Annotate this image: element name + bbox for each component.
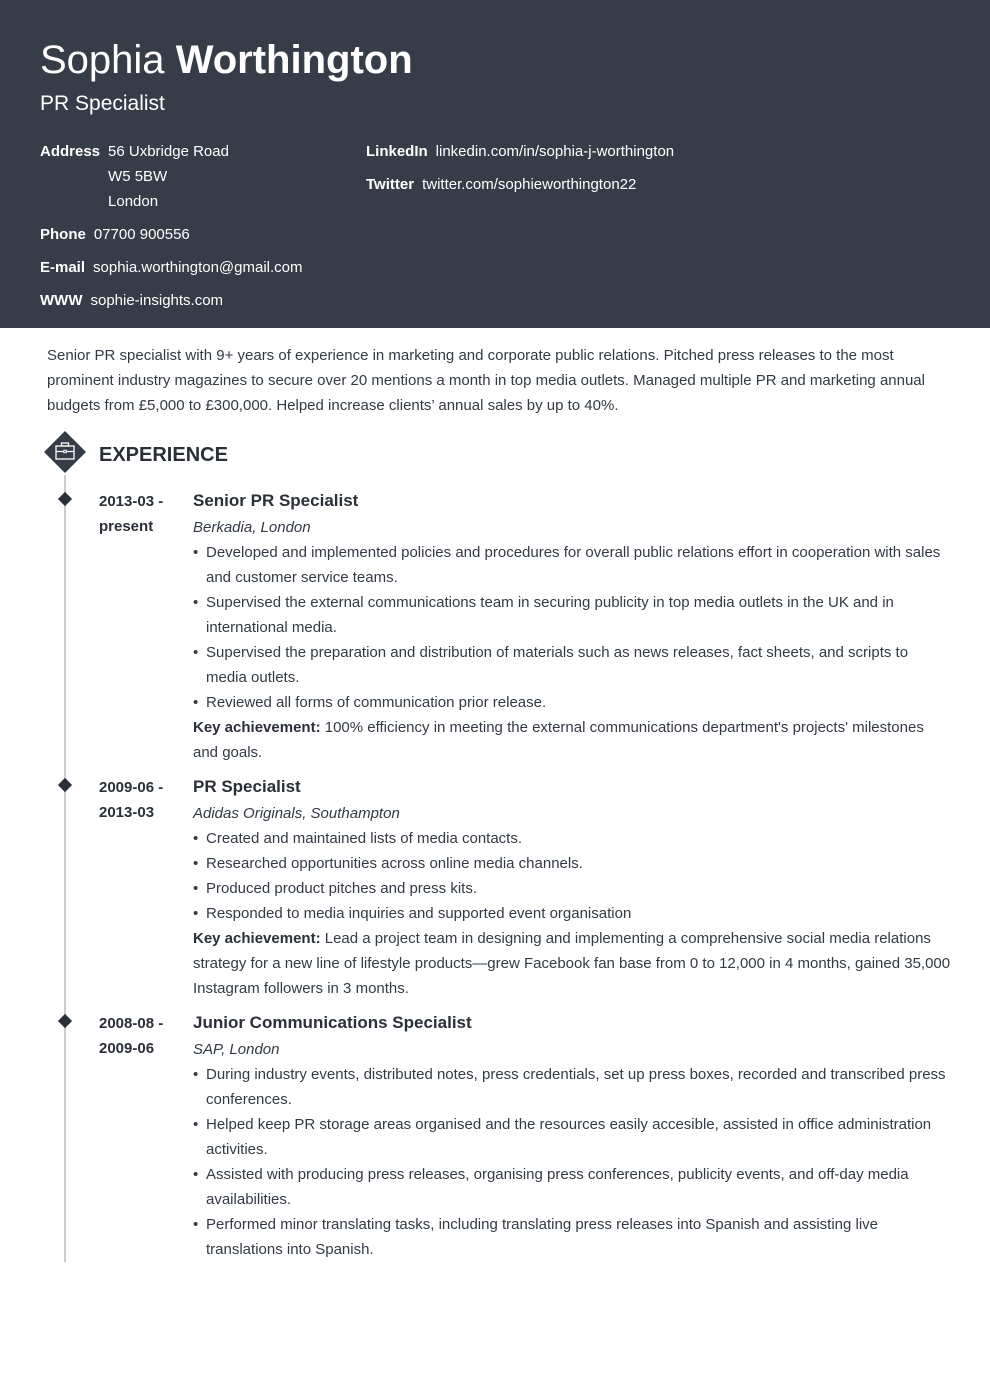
job-entry (193, 488, 951, 765)
linkedin-label: LinkedIn (366, 143, 428, 160)
key-achievement-label: Key achievement: (193, 930, 321, 947)
duty-item: • Produced product pitches and press kits. (193, 876, 951, 901)
briefcase-icon (44, 431, 86, 473)
job-dates (99, 1011, 179, 1061)
date-start: 2009-06 - (99, 779, 164, 796)
contact-email (40, 255, 303, 280)
address-label: Address (40, 143, 101, 160)
duties-list (193, 1062, 951, 1262)
header-banner (0, 0, 990, 328)
key-achievement (193, 926, 951, 1001)
contact-linkedin (366, 139, 674, 164)
job-entry (193, 774, 951, 1001)
duty-item: • Performed minor translating tasks, including translating press releases into Spanish and assisting live translations into Spanish. (193, 1212, 951, 1262)
timeline-marker (58, 1014, 72, 1028)
key-achievement (193, 715, 951, 765)
key-achievement-label: Key achievement: (193, 719, 321, 736)
profile-summary: Senior PR specialist with 9+ years of experience in marketing and corporate public relations. Pitched press releases to the most prominent industry magazines to secure over 20 mentions a month in top media outlets. Managed multiple PR and marketing annual budgets from £5,000 to £300,000. Helped increase clients’ annual sales by up to 40%. (47, 347, 925, 414)
timeline-marker (58, 492, 72, 506)
job-title: Senior PR Specialist (193, 491, 359, 510)
job-dates (99, 489, 179, 539)
duty-item: • Developed and implemented policies and procedures for overall public relations effort in cooperation with sales and customer service teams. (193, 540, 951, 590)
date-start: 2013-03 - (99, 493, 164, 510)
contact-twitter (366, 172, 636, 197)
email-label: E-mail (40, 259, 86, 276)
phone-value: 07700 900556 (93, 226, 190, 243)
experience-heading: EXPERIENCE (99, 444, 228, 466)
date-end: 2013-03 (99, 804, 155, 821)
date-end: 2009-06 (99, 1040, 155, 1057)
job-title: PR Specialist (40, 92, 165, 115)
duty-item: • Helped keep PR storage areas organised and the resources easily accesible, assisted in office administration activities. (193, 1112, 951, 1162)
duty-item: • During industry events, distributed notes, press credentials, set up press boxes, recorded and transcribed press conferences. (193, 1062, 951, 1112)
website-label: WWW (40, 292, 83, 309)
timeline-line (64, 475, 66, 1262)
address-line: London (108, 193, 159, 210)
company: SAP, London (193, 1041, 280, 1058)
duty-item: • Researched opportunities across online media channels. (193, 851, 951, 876)
duty-item: • Supervised the preparation and distribution of materials such as news releases, fact sheets, and scripts to media outlets. (193, 640, 951, 690)
address-line: 56 Uxbridge Road (108, 143, 229, 160)
twitter-label: Twitter (366, 176, 415, 193)
duty-item: • Supervised the external communications team in securing publicity in top media outlets in the UK and in international media. (193, 590, 951, 640)
duties-list (193, 540, 951, 715)
key-achievement-text: Lead a project team in designing and implementing a comprehensive social media relations strategy for a new line of lifestyle products—grew Facebook fan base from 0 to 12,000 in 4 months, gained 35,000 Instagram followers in 3 months. (193, 930, 951, 997)
first-name: Sophia (40, 38, 165, 82)
contact-address (40, 139, 229, 214)
date-end: present (99, 518, 154, 535)
website-link[interactable]: sophie-insights.com (90, 292, 224, 309)
address-line: W5 5BW (108, 168, 168, 185)
duty-item: • Responded to media inquiries and supported event organisation (193, 901, 951, 926)
company: Berkadia, London (193, 519, 311, 536)
job-entry (193, 1010, 951, 1262)
key-achievement-text: 100% efficiency in meeting the external communications department's projects' milestones and goals. (193, 719, 924, 761)
contact-phone (40, 222, 190, 247)
duty-item: • Assisted with producing press releases, organising press conferences, publicity events, and off-day media availabilities. (193, 1162, 951, 1212)
company: Adidas Originals, Southampton (193, 805, 400, 822)
address-value (108, 139, 229, 214)
date-start: 2008-08 - (99, 1015, 164, 1032)
phone-label: Phone (40, 226, 86, 243)
linkedin-link[interactable]: linkedin.com/in/sophia-j-worthington (435, 143, 675, 160)
duty-item: • Created and maintained lists of media contacts. (193, 826, 951, 851)
last-name: Worthington (175, 38, 413, 82)
contact-website (40, 288, 223, 313)
twitter-link[interactable]: twitter.com/sophieworthington22 (422, 176, 637, 193)
job-title: PR Specialist (193, 777, 301, 796)
job-dates (99, 775, 179, 825)
email-link[interactable]: sophia.worthington@gmail.com (93, 259, 303, 276)
candidate-name (40, 36, 413, 84)
timeline-marker (58, 778, 72, 792)
duty-item: • Reviewed all forms of communication prior release. (193, 690, 951, 715)
duties-list (193, 826, 951, 926)
job-title: Junior Communications Specialist (193, 1013, 472, 1032)
